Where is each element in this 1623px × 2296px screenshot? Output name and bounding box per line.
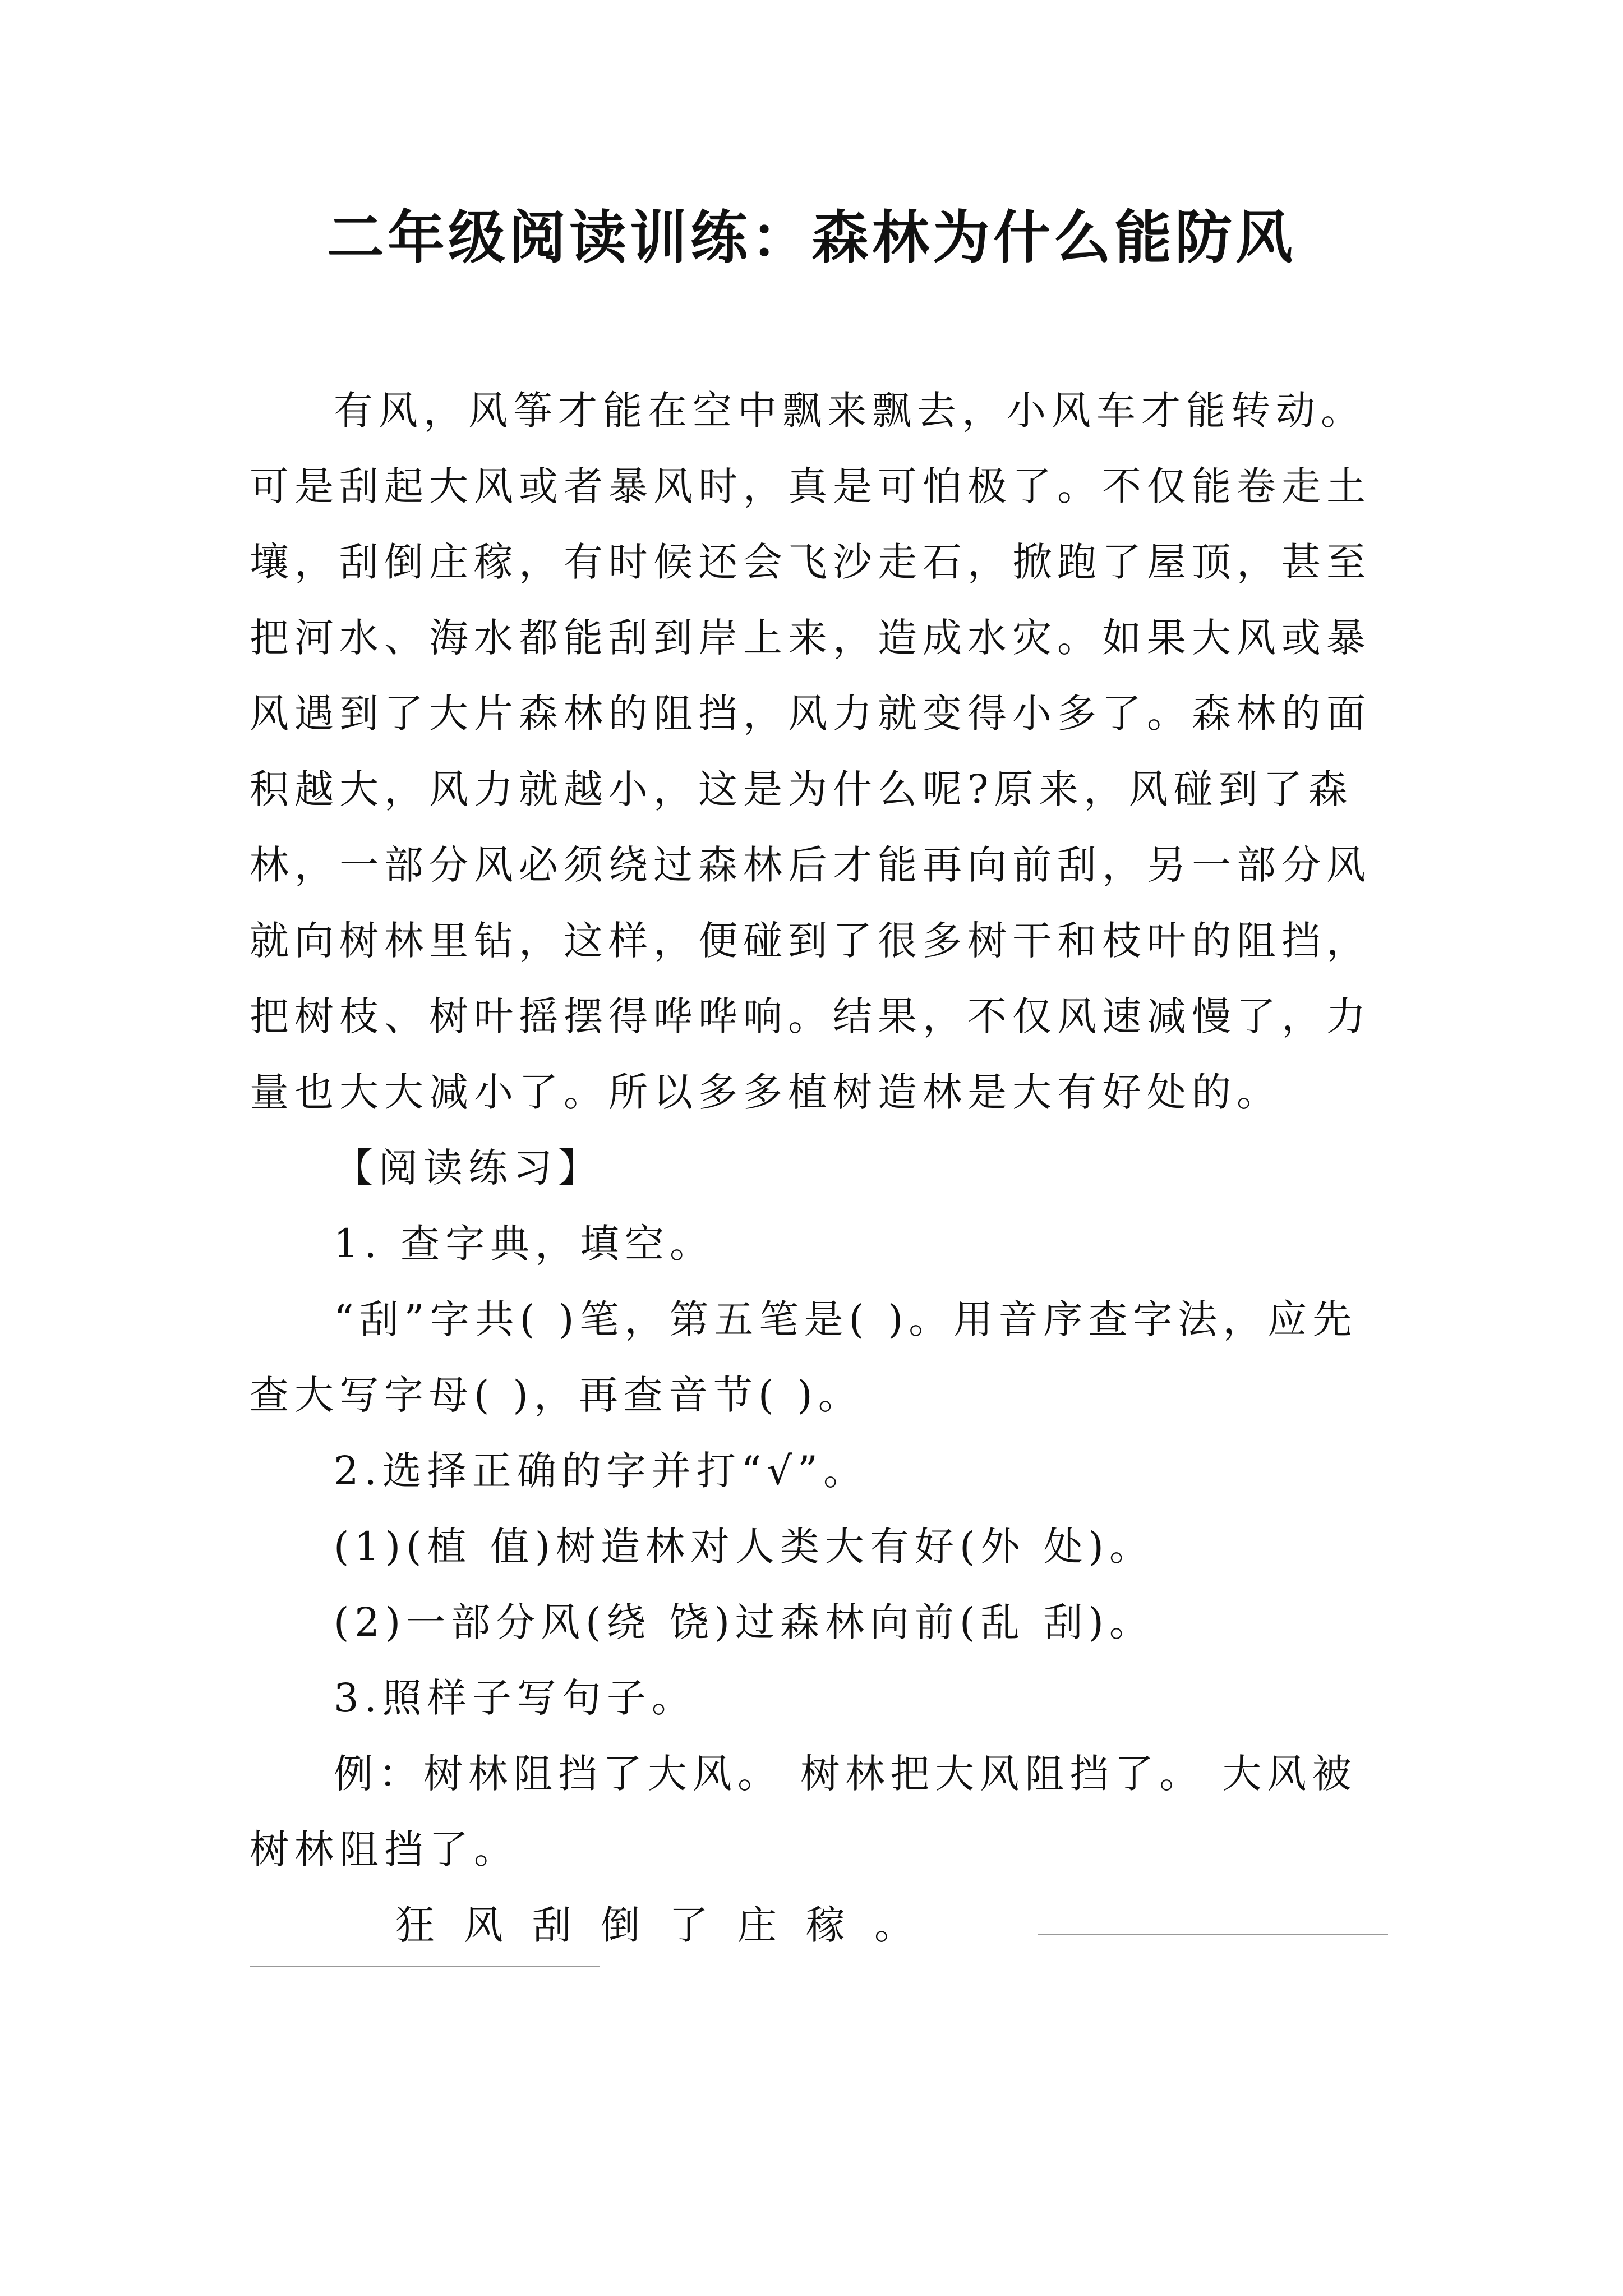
question-1-label: 1. 查字典，填空。 [334, 1221, 715, 1267]
exercises-heading: 【阅读练习】 [334, 1145, 603, 1191]
document-title: 二年级阅读训练：森林为什么能防风 [327, 205, 1296, 272]
question-3-label: 3.照样子写句子。 [334, 1675, 697, 1721]
question-3-prompt: 狂风刮倒了庄稼。 [395, 1902, 943, 1948]
passage-paragraph: 有风，风筝才能在空中飘来飘去，小风车才能转动。可是刮起大风或者暴风时，真是可怕极了。不仅能卷走土壤，刮倒庄稼，有时候还会飞沙走石，掀跑了屋顶，甚至把河水、海水都能刮到岸上来，造成水灾。如果大风或暴风遇到了大片森林的阻挡，风力就变得小多了。森林的面积越大，风力就越小，这是为什么呢?原来，风碰到了森林，一部分风必须绕过森林后才能再向前刮，另一部分风就向树林里钻，这样，便碰到了很多树干和枝叶的阻挡，把树枝、树叶摇摆得哗哗响。结果，不仅风速减慢了，力量也大大减小了。所以多多植树造林是大有好处的。 [250, 388, 1371, 1115]
question-3-rewrite-row [250, 1888, 1399, 1963]
answer-blank-line-continuation[interactable] [250, 1963, 600, 1967]
question-3-example: 例：树林阻挡了大风。 树林把大风阻挡了。 大风被树林阻挡了。 [250, 1751, 1357, 1872]
question-1-text: “刮”字共( )笔，第五笔是( )。用音序查字法，应先查大写字母( )，再查音节( )。 [250, 1296, 1358, 1418]
question-2-item-1: (1)(植 值)树造林对人类大有好(外 处)。 [334, 1524, 1154, 1570]
document-body [250, 373, 1399, 2039]
question-2-item-2: (2)一部分风(绕 饶)过森林向前(乱 刮)。 [334, 1599, 1154, 1645]
question-3-continuation-row [250, 1963, 1399, 2039]
answer-blank-line[interactable] [1038, 1931, 1388, 1935]
question-2-label: 2.选择正确的字并打“√”。 [334, 1448, 868, 1494]
